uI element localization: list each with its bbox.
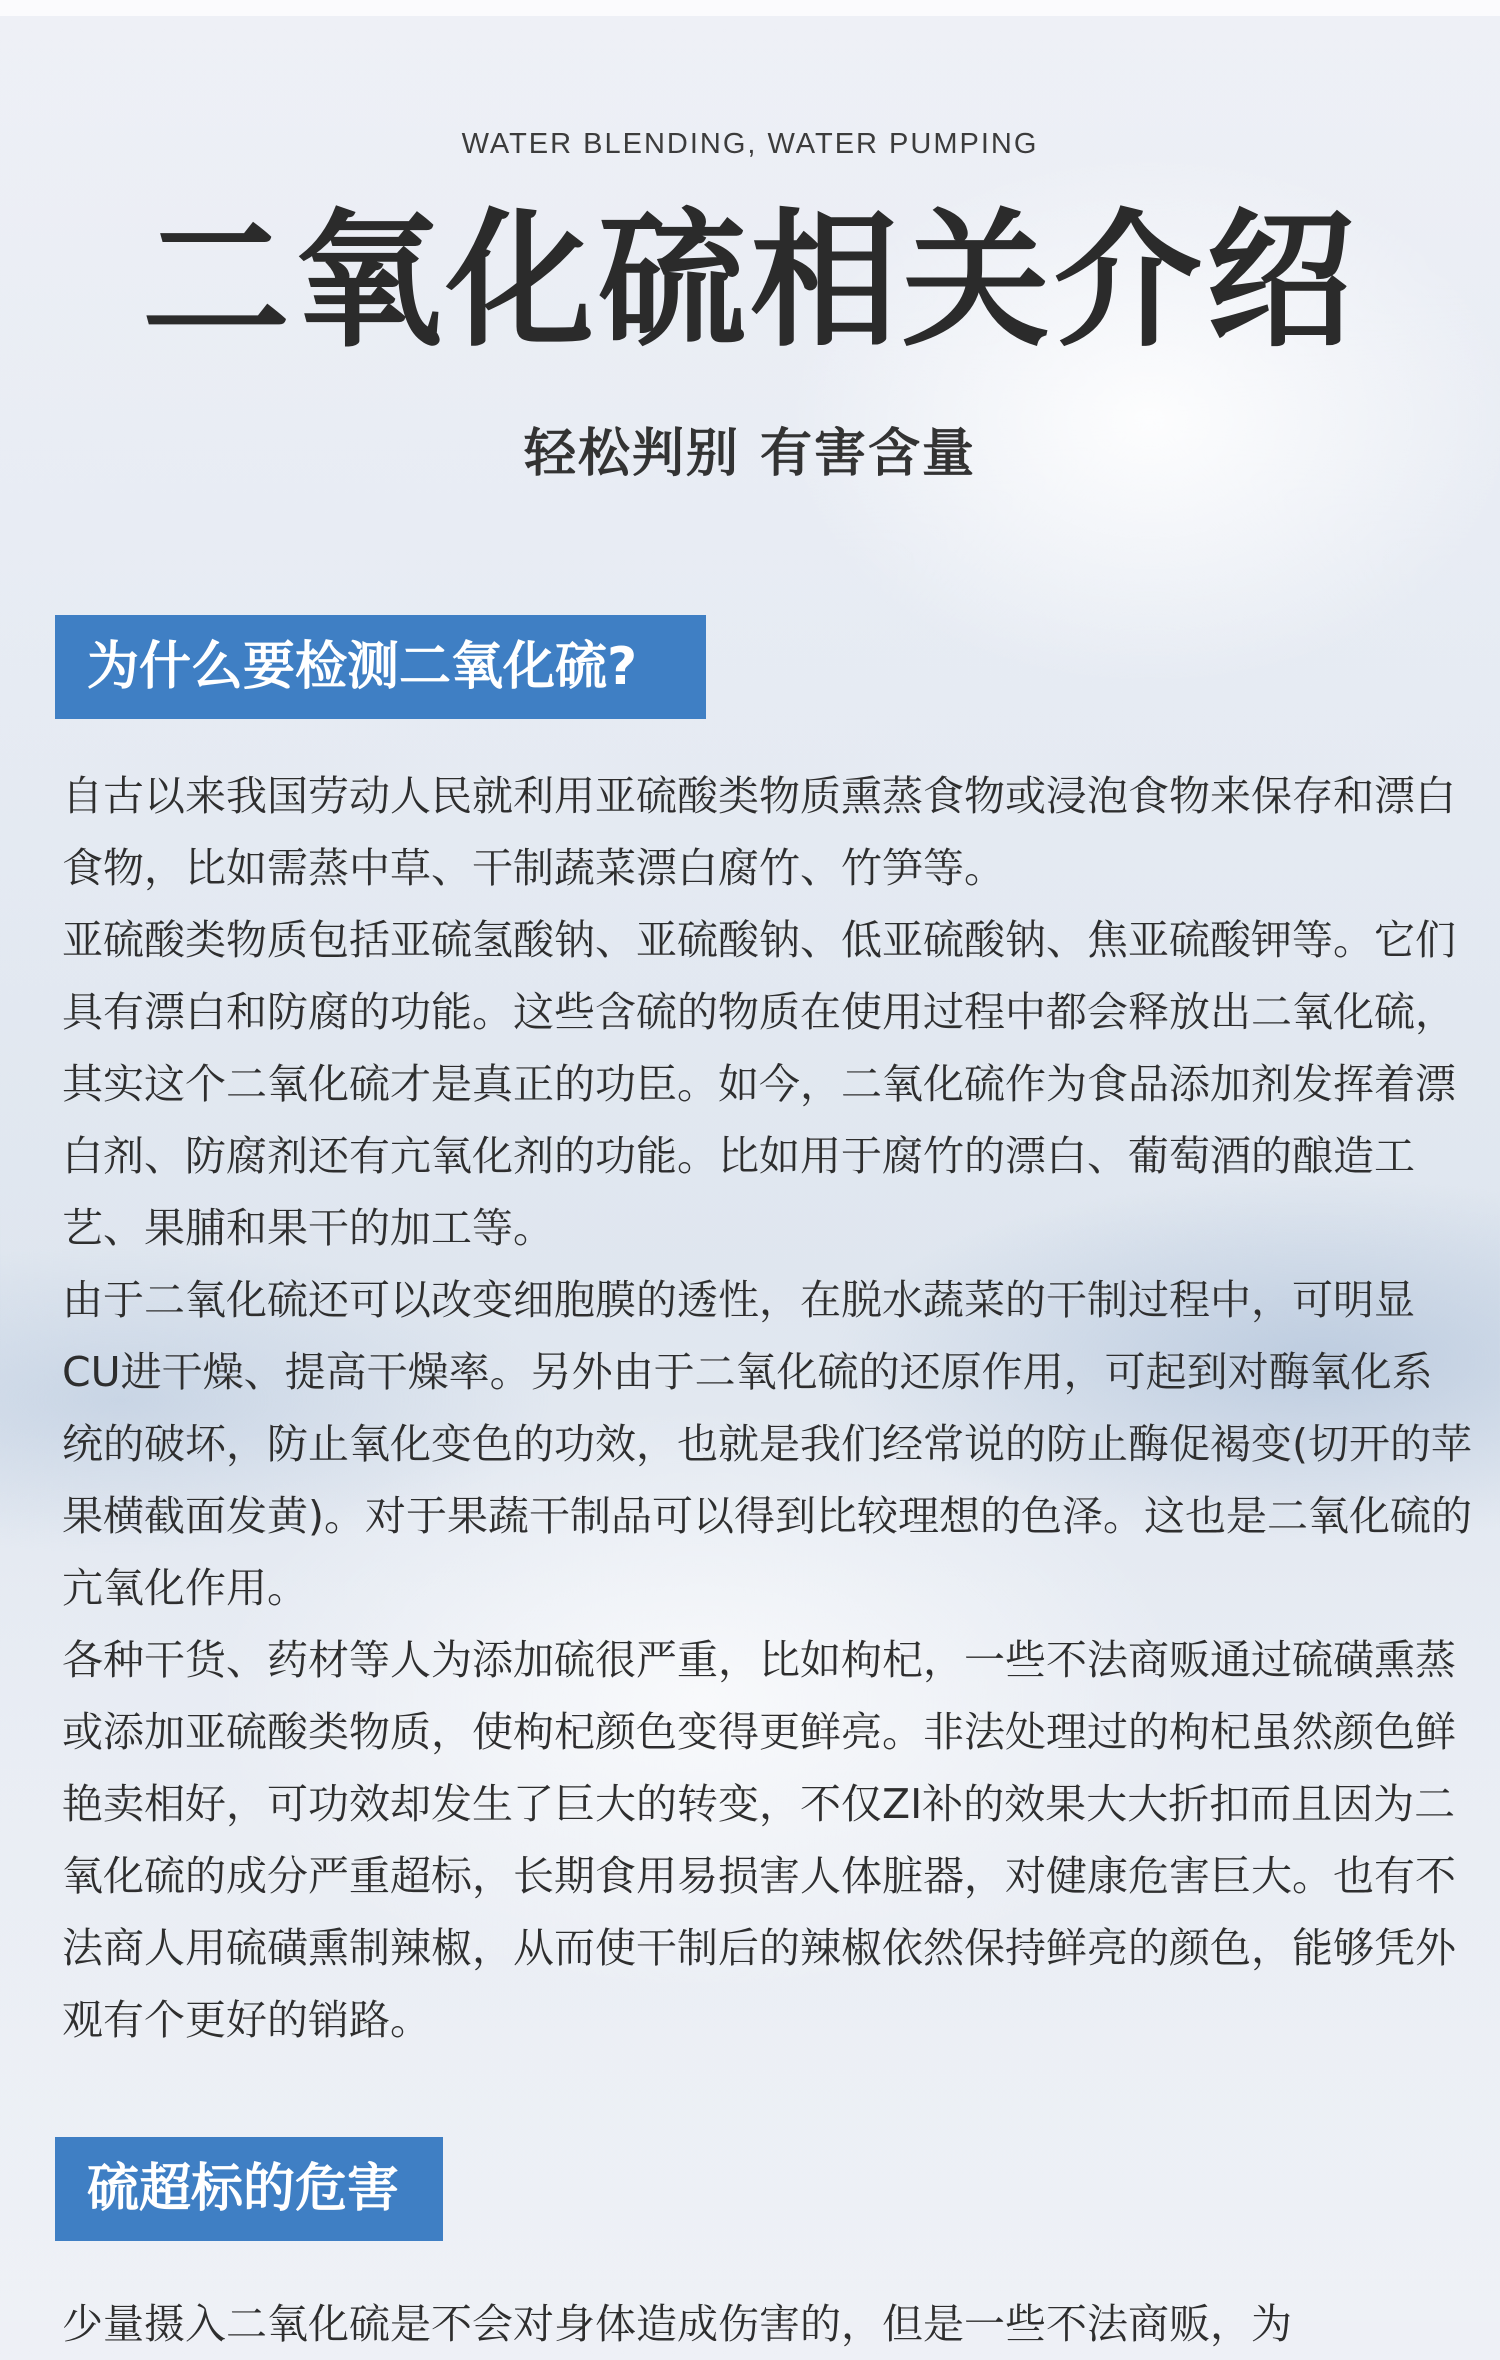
page-subtitle: 轻松判别 有害含量 — [523, 424, 977, 484]
paragraph: 少量摄入二氧化硫是不会对身体造成伤害的，但是一些不法商贩，为 — [62, 2300, 1292, 2348]
paragraph: 各种干货、药材等人为添加硫很严重，比如枸杞，一些不法商贩通过硫磺熏蒸或添加亚硫酸类物质，使枸杞颜色变得更鲜亮。非法处理过的枸杞虽然颜色鲜艳卖相好，可功效却发生了巨大的转变，不仅ZI补的效果大大折扣而且因为二氧化硫的成分严重超标，长期食用易损害人体脏器，对健康危害巨大。也有不法商人用硫磺熏制辣椒，从而使干制后的辣椒依然保持鲜亮的颜色，能够凭外观有个更好的销路。 — [62, 1636, 1456, 2044]
section-body-why-test — [62, 760, 1472, 2056]
top-strip — [0, 0, 1500, 16]
paragraph: 自古以来我国劳动人民就利用亚硫酸类物质熏蒸食物或浸泡食物来保存和漂白食物，比如需蒸中草、干制蔬菜漂白腐竹、竹笋等。 — [62, 772, 1456, 892]
page-title: 二氧化硫相关介绍 — [142, 195, 1358, 367]
section-heading-why-test: 为什么要检测二氧化硫? — [55, 615, 706, 719]
paragraph: 由于二氧化硫还可以改变细胞膜的透性，在脱水蔬菜的干制过程中，可明显CU进干燥、提高干燥率。另外由于二氧化硫的还原作用，可起到对酶氧化系统的破坏，防止氧化变色的功效，也就是我们经常说的防止酶促褐变(切开的苹果横截面发黄)。对于果蔬干制品可以得到比较理想的色泽。这也是二氧化硫的亢氧化作用。 — [62, 1276, 1472, 1612]
eyebrow-text: WATER BLENDING, WATER PUMPING — [461, 128, 1039, 160]
page-header — [0, 128, 1500, 486]
paragraph: 亚硫酸类物质包括亚硫氢酸钠、亚硫酸钠、低亚硫酸钠、焦亚硫酸钾等。它们具有漂白和防腐的功能。这些含硫的物质在使用过程中都会释放出二氧化硫，其实这个二氧化硫才是真正的功臣。如今，二氧化硫作为食品添加剂发挥着漂白剂、防腐剂还有亢氧化剂的功能。比如用于腐竹的漂白、葡萄酒的酿造工艺、果脯和果干的加工等。 — [62, 916, 1456, 1252]
section-heading-sulfur-hazards: 硫超标的危害 — [55, 2137, 443, 2241]
